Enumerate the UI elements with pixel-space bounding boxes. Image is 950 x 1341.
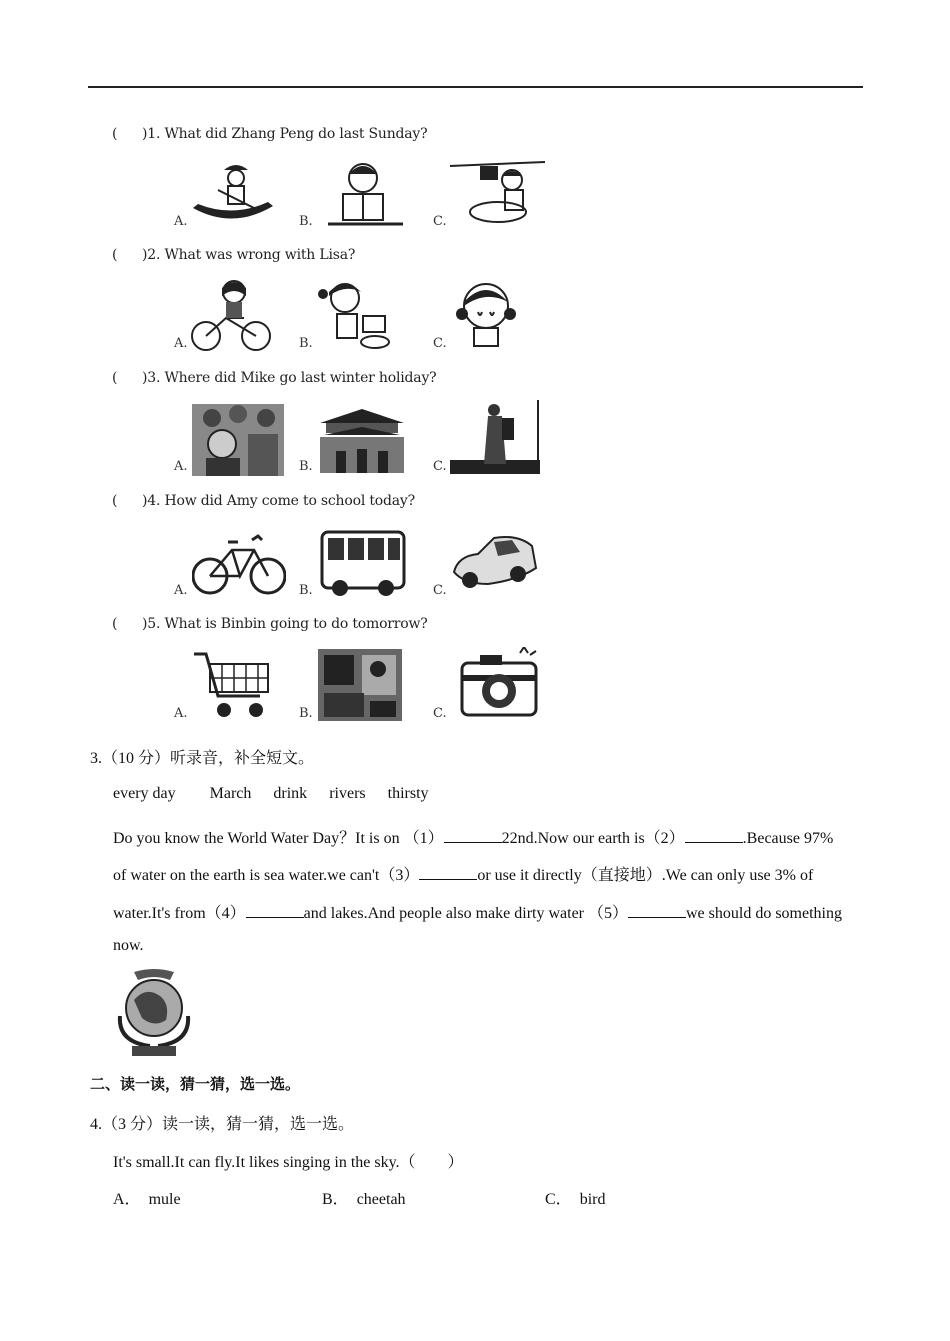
listening-question-4: ( )4. How did Amy come to school today? [112,493,415,509]
boat-rowing-icon [188,160,278,230]
crying-girl-icon [454,278,520,350]
car-icon [448,528,540,596]
option-a-label: A. [174,706,188,721]
washing-clothes-icon [450,158,548,230]
header-rule [88,86,863,88]
q4-heading: 4.（3 分）读一读，猜一猜，选一选。 [90,1116,355,1133]
word-bank [113,785,447,803]
option-c-label: C. [433,214,447,229]
section-2-heading: 二、读一读，猜一猜，选一选。 [90,1075,301,1093]
blank-1[interactable] [444,830,502,843]
listening-question-3: ( )3. Where did Mike go last winter holiday? [112,370,437,386]
world-water-day-emblem-icon [110,966,198,1058]
option-b-label: B. [299,706,313,721]
bicycle-icon [192,528,286,596]
option-a-label: A. [174,336,188,351]
option-b-label: B. [299,336,313,351]
shopping-cart-icon [192,650,272,722]
q3-heading: 3.（10 分）听录音，补全短文。 [90,750,315,767]
option-a-label: A. [174,214,188,229]
q4-prompt: It's small.It can fly.It likes singing in the sky.（ ） [113,1154,464,1171]
passage-line-1: Do you know the World Water Day？It is on （1） 22nd.Now our earth is（2） .Because 97% [113,830,834,847]
girl-cycling-icon [190,278,272,353]
blank-4[interactable] [246,905,304,918]
blank-2[interactable] [685,830,743,843]
tiananmen-icon [316,405,408,475]
passage-line-4: now. [113,937,144,954]
word-bank-item: every day [113,785,176,802]
q4-option-a[interactable]: A． mule [113,1191,181,1208]
option-c-label: C. [433,583,447,598]
bus-icon [318,528,408,598]
girl-laptop-icon [315,276,400,352]
ticket-office-icon [318,649,402,721]
word-bank-item: thirsty [387,785,429,802]
hiker-icon [450,400,540,474]
word-bank-item: rivers [329,785,366,802]
option-b-label: B. [299,214,313,229]
listening-question-1: ( )1. What did Zhang Peng do last Sunday? [112,126,428,142]
listening-question-5: ( )5. What is Binbin going to do tomorrow? [112,616,428,632]
passage-line-3: water.It's from（4） and lakes.And people also make dirty water （5） we should do something [113,905,842,922]
option-a-label: A. [174,459,188,474]
passage-line-2: of water on the earth is sea water.we can't（3） or use it directly（直接地）.We can only use 3% of [113,867,814,884]
terracotta-warriors-icon [192,404,284,476]
q4-option-c[interactable]: C． bird [545,1191,606,1208]
reading-boy-icon [318,158,408,230]
option-b-label: B. [299,459,313,474]
camera-icon [458,647,540,719]
listening-question-2: ( )2. What was wrong with Lisa? [112,247,356,263]
blank-5[interactable] [628,905,686,918]
option-c-label: C. [433,459,447,474]
blank-3[interactable] [419,867,477,880]
option-c-label: C. [433,336,447,351]
option-c-label: C. [433,706,447,721]
option-b-label: B. [299,583,313,598]
word-bank-item: drink [273,785,308,802]
q4-option-b[interactable]: B． cheetah [322,1191,406,1208]
word-bank-item: March [209,785,252,802]
option-a-label: A. [174,583,188,598]
